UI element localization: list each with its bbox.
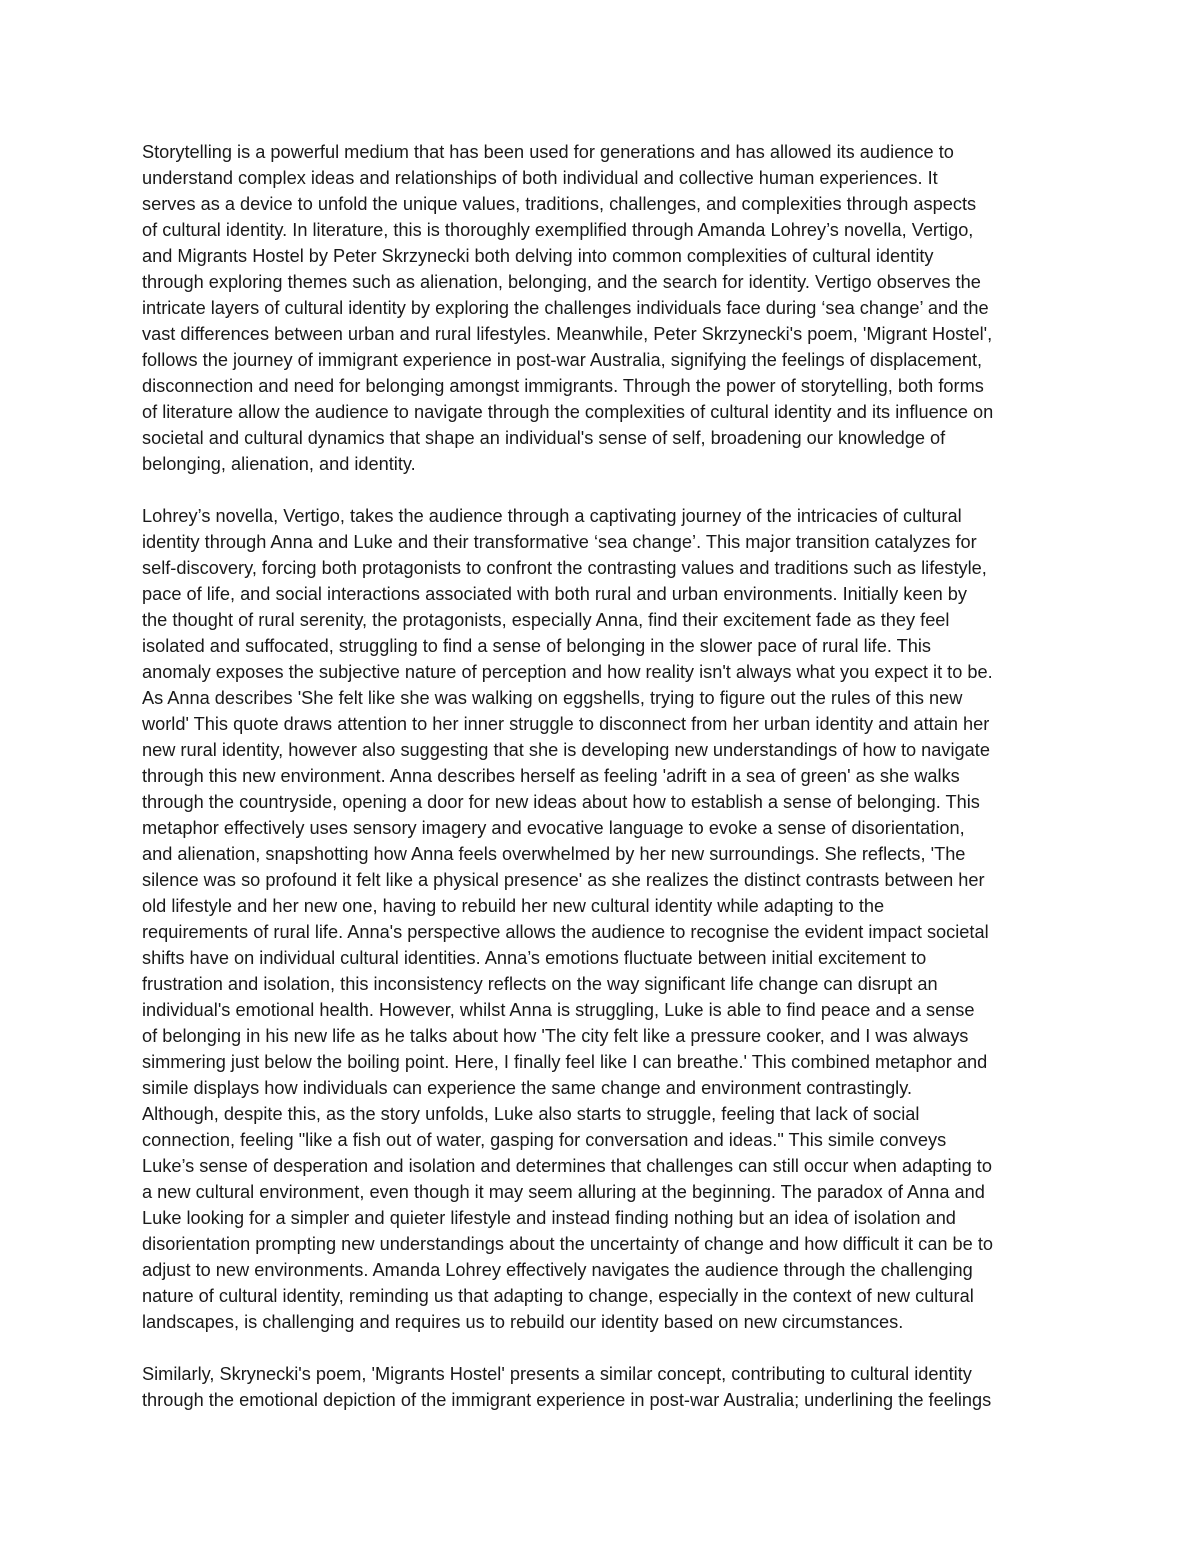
text-line: disorientation prompting new understandings about the uncertainty of change and how difficult it can be to bbox=[142, 1234, 993, 1254]
text-line: disconnection and need for belonging amongst immigrants. Through the power of storytelling, both forms bbox=[142, 376, 984, 396]
text-line: the thought of rural serenity, the protagonists, especially Anna, find their excitement fade as they feel bbox=[142, 610, 950, 630]
paragraph-vertigo bbox=[142, 503, 1066, 1335]
text-line: pace of life, and social interactions associated with both rural and urban environments. Initially keen by bbox=[142, 584, 967, 604]
text-line: Luke’s sense of desperation and isolation and determines that challenges can still occur when adapting to bbox=[142, 1156, 992, 1176]
text-line: new rural identity, however also suggesting that she is developing new understandings of how to navigate bbox=[142, 740, 990, 760]
text-line: through the countryside, opening a door for new ideas about how to establish a sense of belonging. This bbox=[142, 792, 980, 812]
text-line: vast differences between urban and rural lifestyles. Meanwhile, Peter Skrzynecki's poem, 'Migrant Hostel', bbox=[142, 324, 993, 344]
text-line: Lohrey’s novella, Vertigo, takes the audience through a captivating journey of the intricacies of cultural bbox=[142, 506, 962, 526]
text-line: shifts have on individual cultural identities. Anna’s emotions fluctuate between initial excitement to bbox=[142, 948, 927, 968]
text-line: Luke looking for a simpler and quieter lifestyle and instead finding nothing but an idea of isolation and bbox=[142, 1208, 956, 1228]
text-line: requirements of rural life. Anna's perspective allows the audience to recognise the evident impact societal bbox=[142, 922, 989, 942]
text-line: Storytelling is a powerful medium that has been used for generations and has allowed its audience to bbox=[142, 142, 954, 162]
text-line: societal and cultural dynamics that shape an individual's sense of self, broadening our knowledge of bbox=[142, 428, 946, 448]
text-line: frustration and isolation, this inconsistency reflects on the way significant life change can disrupt an bbox=[142, 974, 938, 994]
paragraph-migrant-hostel bbox=[142, 1361, 1066, 1413]
text-line: of cultural identity. In literature, this is thoroughly exemplified through Amanda Lohrey’s novella, Vertigo, bbox=[142, 220, 974, 240]
text-line: serves as a device to unfold the unique values, traditions, challenges, and complexities through aspects bbox=[142, 194, 977, 214]
text-line: anomaly exposes the subjective nature of perception and how reality isn't always what you expect it to be. bbox=[142, 662, 993, 682]
text-line: understand complex ideas and relationships of both individual and collective human experiences. It bbox=[142, 168, 938, 188]
text-line: world' This quote draws attention to her inner struggle to disconnect from her urban identity and attain her bbox=[142, 714, 990, 734]
text-line: and alienation, snapshotting how Anna feels overwhelmed by her new surroundings. She reflects, 'The bbox=[142, 844, 966, 864]
text-line: adjust to new environments. Amanda Lohrey effectively navigates the audience through the challenging bbox=[142, 1260, 973, 1280]
text-line: simmering just below the boiling point. Here, I finally feel like I can breathe.' This combined metaphor and bbox=[142, 1052, 988, 1072]
text-line: a new cultural environment, even though it may seem alluring at the beginning. The paradox of Anna and bbox=[142, 1182, 985, 1202]
text-line: As Anna describes 'She felt like she was walking on eggshells, trying to figure out the rules of this new bbox=[142, 688, 963, 708]
text-line: through this new environment. Anna describes herself as feeling 'adrift in a sea of green' as she walks bbox=[142, 766, 960, 786]
text-line: and Migrants Hostel by Peter Skrzynecki both delving into common complexities of cultural identity bbox=[142, 246, 934, 266]
text-line: isolated and suffocated, struggling to find a sense of belonging in the slower pace of rural life. This bbox=[142, 636, 931, 656]
text-line: Although, despite this, as the story unfolds, Luke also starts to struggle, feeling that lack of social bbox=[142, 1104, 920, 1124]
text-line: metaphor effectively uses sensory imagery and evocative language to evoke a sense of disorientation, bbox=[142, 818, 965, 838]
text-line: landscapes, is challenging and requires us to rebuild our identity based on new circumstances. bbox=[142, 1312, 904, 1332]
text-line: nature of cultural identity, reminding us that adapting to change, especially in the context of new cultural bbox=[142, 1286, 974, 1306]
text-line: silence was so profound it felt like a physical presence' as she realizes the distinct contrasts between her bbox=[142, 870, 985, 890]
text-line: follows the journey of immigrant experience in post-war Australia, signifying the feelings of displacement, bbox=[142, 350, 983, 370]
text-line: through exploring themes such as alienation, belonging, and the search for identity. Vertigo observes the bbox=[142, 272, 981, 292]
text-line: simile displays how individuals can experience the same change and environment contrastingly. bbox=[142, 1078, 913, 1098]
paragraph-introduction bbox=[142, 139, 1066, 477]
text-line: Similarly, Skrynecki's poem, 'Migrants Hostel' presents a similar concept, contributing to cultural identity bbox=[142, 1364, 972, 1384]
text-line: intricate layers of cultural identity by exploring the challenges individuals face during ‘sea change’ and the bbox=[142, 298, 989, 318]
text-line: of literature allow the audience to navigate through the complexities of cultural identity and its influence on bbox=[142, 402, 994, 422]
text-line: individual's emotional health. However, whilst Anna is struggling, Luke is able to find peace and a sense bbox=[142, 1000, 975, 1020]
text-line: through the emotional depiction of the immigrant experience in post-war Australia; underlining the feelings bbox=[142, 1390, 992, 1410]
text-line: connection, feeling "like a fish out of water, gasping for conversation and ideas." This simile conveys bbox=[142, 1130, 947, 1150]
text-line: identity through Anna and Luke and their transformative ‘sea change’. This major transition catalyzes for bbox=[142, 532, 977, 552]
text-line: belonging, alienation, and identity. bbox=[142, 454, 416, 474]
text-line: self-discovery, forcing both protagonists to confront the contrasting values and traditions such as lifestyle, bbox=[142, 558, 987, 578]
text-line: of belonging in his new life as he talks about how 'The city felt like a pressure cooker, and I was always bbox=[142, 1026, 969, 1046]
document-body bbox=[142, 139, 1066, 1439]
text-line: old lifestyle and her new one, having to rebuild her new cultural identity while adapting to the bbox=[142, 896, 885, 916]
